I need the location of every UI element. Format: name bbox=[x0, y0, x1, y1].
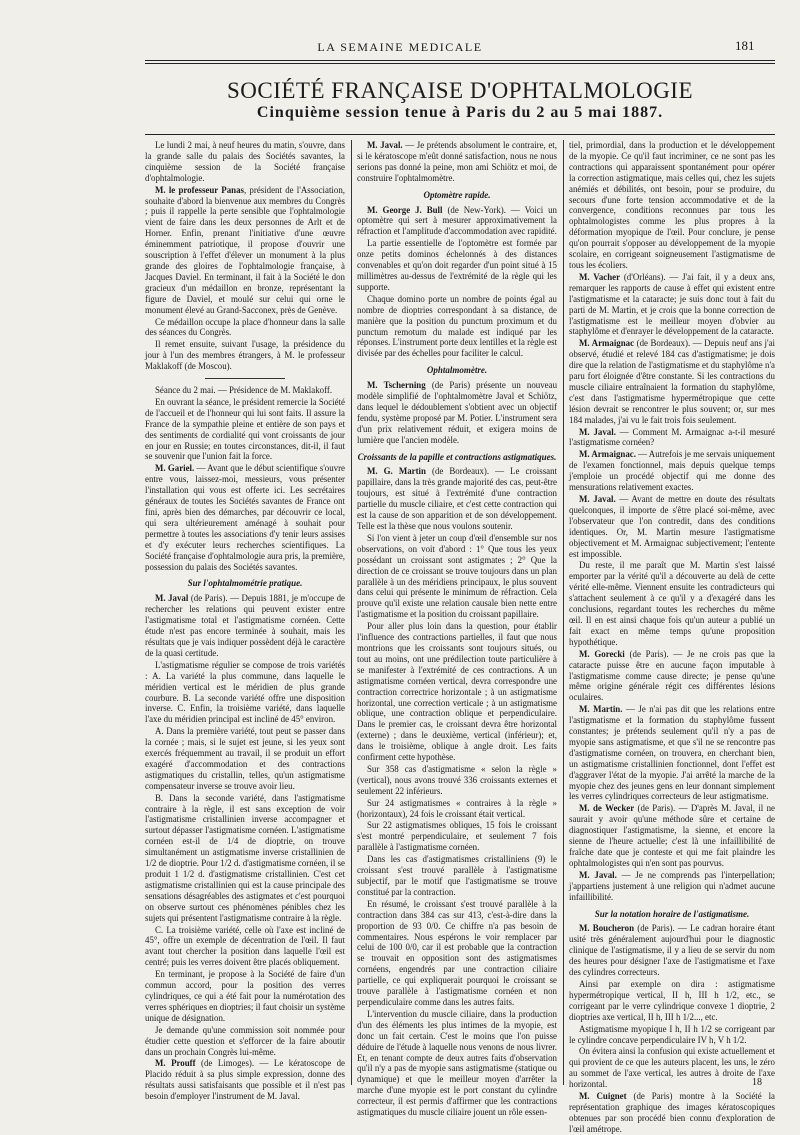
section-heading: Croissants de la papille et contractions astigmatiques. bbox=[357, 451, 557, 462]
paragraph-text: (d'Orléans). — J'ai fait, il y a deux ans, remarquer les rapports de cause à effet qui existent entre l'astigmatisme et la cataracte; je suis donc tout à fait du parti de M. Martin, et je crois que la bonne correction de l'astigmatisme est le meilleur moyen d'obvier au staphylôme et d'enrayer le développement de la cataracte. bbox=[569, 271, 775, 337]
paragraph-text: (de Paris). — Je ne crois pas que la cataracte puisse être en aucune façon imputable à l'astigmatisme comme cause directe; je pense qu'une même origine générale régit ces différentes lésions oculaires. bbox=[569, 648, 776, 703]
speaker: M. Gorecki bbox=[579, 648, 625, 659]
speaker: M. le professeur Panas bbox=[155, 184, 244, 195]
column-divider-2 bbox=[563, 140, 564, 1085]
paragraph-text: — Je ne comprends pas l'interpellation; j'appartiens justement à une religion qui n'admet aucune infaillibilité. bbox=[569, 869, 776, 902]
paragraph-text: (de New-York). — Voici un optomètre qui sert à mesurer approximativement la réfraction et l'amplitude d'accommodation avec rapidité. bbox=[357, 204, 557, 237]
paragraph: Il remet ensuite, suivant l'usage, la présidence du jour à l'un des membres étrangers, à M. le professeur Maklakoff (de Moscou). bbox=[145, 339, 345, 372]
paragraph bbox=[569, 427, 775, 449]
speaker: M. Prouff bbox=[155, 1058, 196, 1069]
paragraph: On évitera ainsi la confusion qui existe actuellement et qui provient de ce que les auteurs placent, les uns, le zéro au sommet de l'axe vertical, les autres à droite de l'axe horizontal. bbox=[569, 1046, 775, 1090]
paragraph: En terminant, je propose à la Société de faire d'un commun accord, pour la position des verres cylindriques, ce qui a été fait pour la numérotation des verres sphériques en dioptries; il faut choisir un système unique de désignation. bbox=[145, 969, 345, 1023]
paragraph-text: — Je prétends absolument le contraire, et, si le kératoscope m'eût donné satisfaction, nous ne nous serions pas donné la peine, mon ami Schiötz et moi, de construire l'ophtalmomètre. bbox=[357, 140, 557, 183]
paragraph: Sur 358 cas d'astigmatisme « selon la règle » (vertical), nous avons trouvé 336 croissants externes et seulement 22 inférieurs. bbox=[357, 763, 557, 796]
paragraph bbox=[145, 185, 345, 316]
paragraph: En ouvrant la séance, le président remercie la Société de l'accueil et de l'honneur qui lui sont faits. Il assure la France de la sympathie pleine et entière de son pays et des sentiments de cordialité qui vont croissants de jour en jour en Russie; en toutes circonstances, dit-il, il faut se souvenir que l'union fait la force. bbox=[145, 396, 345, 462]
text-column-3 bbox=[569, 140, 776, 1134]
session-heading: Séance du 2 mai. — Présidence de M. Maklakoff. bbox=[155, 385, 333, 396]
paragraph-text: — Avant que le début scientifique s'ouvre entre vous, laissez-moi, messieurs, vous présenter l'installation qui vous est offerte ici. Les secrétaires généraux de toutes les Sociétés savantes de France ont fini, après bien des démarches, par découvrir ce local, qui sera ultérieurement aménagé à souhait pour permettre à toutes les associations d'y tenir leurs assises et d'y exécuter leurs recherches scientifiques. La Société française d'ophtalmologie aura pris, la première, possession du palais des Sociétés savantes. bbox=[145, 463, 345, 572]
paragraph: Le lundi 2 mai, à neuf heures du matin, s'ouvre, dans la grande salle du palais des Sociétés savantes, la cinquième session de la Société française d'ophtalmologie. bbox=[145, 140, 345, 183]
speaker: M. Boucheron bbox=[579, 923, 635, 934]
paragraph-text: (de Paris). — Depuis 1881, je m'occupe de rechercher les relations qui peuvent exister entre l'astigmatisme total et l'astigmatisme cornéen. Cette étude n'est pas encore terminée à souhait, mais les résultats que je vais indiquer possèdent déjà le caractère de la quasi certitude. bbox=[145, 593, 345, 658]
paragraph bbox=[569, 1091, 775, 1135]
paragraph bbox=[569, 649, 775, 704]
paragraph: Chaque domino porte un nombre de points égal au nombre de dioptries correspondant à sa distance, de manière que la position du punctum proximum et du punctum remotum du malade est indiqué par les réponses. L'instrument porte deux lentilles et la règle est divisée par des échelles pour faciliter le calcul. bbox=[357, 293, 557, 359]
section-heading: Optomètre rapide. bbox=[423, 189, 491, 200]
signature-mark: 18 bbox=[752, 1077, 762, 1088]
speaker: M. Armaignac. bbox=[579, 449, 636, 460]
paragraph-text: (de Bordeaux). — Depuis neuf ans j'ai observé, étudié et relevé 184 cas d'astigmatisme; je dois dire que la relation de l'astigmatisme et du staphylôme n'a paru fort éloignée d'être constante. Si les contractions du muscle ciliaire entraînaient la formation du staphylôme, c'est dans l'astigmatisme hypermétropique que cette lésion devrait se rencontrer le plus souvent; or, sur mes 184 malades, j'ai vu le fait trois fois seulement. bbox=[569, 338, 776, 425]
speaker: M. Javal. bbox=[367, 140, 403, 150]
paragraph bbox=[569, 272, 775, 337]
paragraph: En résumé, le croissant s'est trouvé parallèle à la contraction dans 384 cas sur 413, c'est-à-dire dans la proportion de 93 0/0. Ce chiffre n'a pas besoin de commentaires. Nous espérons le voir remplacer par celui de 100 0/0, car il est probable que la contraction se trouvait en opposition sont des astigmatismes cornéens, engendrés par une contraction ciliaire partielle, ce qui expliquerait pourquoi le croissant se trouve parallèle à l'astigmatisme cornéen et non perpendiculaire comme dans les autres faits. bbox=[357, 898, 557, 1007]
speaker: M. Vacher bbox=[579, 271, 621, 282]
paragraph: A. Dans la première variété, tout peut se passer dans la cornée ; mais, si le sujet est jeune, si les yeux sont exercés fréquemment au travail, il se produit un effort exagéré d'accommodation et des contractions astigmatiques du cristallin, telles, qu'un astigmatisme compensateur inverse se trouve avoir lieu. bbox=[145, 726, 345, 791]
paragraph: L'astigmatisme régulier se compose de trois variétés : A. La variété la plus commune, dans laquelle le méridien vertical est le méridien de plus grande courbure. B. La seconde variété offre une disposition inverse. C. Enfin, la troisième variété, dans laquelle l'axe du méridien principal est incliné de 45° environ. bbox=[145, 659, 345, 725]
paragraph bbox=[569, 449, 775, 493]
paragraph bbox=[569, 338, 775, 425]
speaker: M. George J. Bull bbox=[367, 204, 443, 215]
paragraph bbox=[569, 803, 775, 868]
paragraph: Ainsi par exemple on dira : astigmatisme hypermétropique vertical, II h, III h 1/2, etc., se corrigeant par le verre cylindrique convexe 1 dioptrie, 2 dioptries axe vertical, II h, III h 1/2..., etc. bbox=[569, 978, 775, 1022]
paragraph bbox=[357, 205, 557, 238]
speaker: M. G. Martin bbox=[367, 466, 426, 477]
section-heading: Ophtalmomètre. bbox=[426, 365, 488, 376]
paragraph: Ce médaillon occupe la place d'honneur dans la salle des séances du Congrès. bbox=[145, 316, 345, 338]
paragraph-text: — Autrefois je me servais uniquement de l'examen fonctionnel, mais depuis quelque temps j'emploie un procédé objectif qui me donne des mensurations relativement exactes. bbox=[569, 449, 776, 493]
paragraph: Sur 24 astigmatismes « contraires à la règle » (horizontaux), 24 fois le croissant était vertical. bbox=[357, 797, 557, 819]
paragraph bbox=[569, 923, 775, 978]
paragraph: C. La troisième variété, celle où l'axe est incliné de 45°, offre un exemple de décentration de l'œil. Il faut avant tout chercher la position dans laquelle l'œil est centré; puis les verres doivent être placés obliquement. bbox=[145, 924, 345, 968]
paragraph bbox=[145, 1058, 345, 1102]
paragraph-text: — Je n'ai pas dit que les relations entre l'astigmatisme et la formation du staphylôme fussent constantes; je prétends seulement qu'il n'y a pas de myopie sans astigmatisme, et que s'il ne se rencontre pas d'astigmatisme cornéen, on trouvera, en cherchant bien, un astigmatisme cristallinien fonctionnel, dont l'effet est d'aggraver l'état de la myopie. J'ai arrêté la marche de la myopie chez des jeunes gens en leur donnant simplement les verres cylindriques correcteurs de leur astigmatisme. bbox=[569, 704, 775, 802]
paragraph-text: (de Paris). — Le cadran horaire étant usité très généralement aujourd'hui pour le diagnostic clinique de l'astigmatisme, il y a lieu de se servir du nom des heures pour désigner l'axe de l'astigmatisme et l'axe des cylindres correcteurs. bbox=[569, 923, 775, 978]
paragraph-text: (de Limoges). — Le kératoscope de Placido réduit à sa plus simple expression, donne des résultats aussi satisfaisants que possible et il n'est pas besoin d'employer l'instrument de M. Javal. bbox=[145, 1058, 345, 1102]
paragraph: tiel, primordial, dans la production et le développement de la myopie. Ce qu'il faut incriminer, ce ne sont pas les contractions qui apparaissent spontanément pour opérer la correction astigmatique, mais celles qui, chez les sujets anémiés et débilités, ont besoin, pour se produire, du secours d'une forte tension accommodative et de la convergence, conditions reconnues par tous les ophtalmologistes comme les plus propres à la déformation myopique de l'œil. Pour conclure, je pense qu'on pourrait s'opposer au développement de la myopie scolaire, en corrigeant soigneusement l'astigmatisme de tous les écoliers. bbox=[569, 140, 775, 270]
paragraph bbox=[357, 466, 557, 531]
speaker: M. Javal. bbox=[579, 869, 617, 880]
section-heading: Sur l'ophtalmométrie pratique. bbox=[187, 578, 303, 589]
paragraph bbox=[357, 140, 557, 184]
paragraph-text: (de Paris) montre à la Société la représentation graphique des images kératoscopiques obtenues par son procédé bien connu d'exploration de l'œil amétrope. bbox=[569, 1091, 775, 1134]
speaker: M. Armaignac bbox=[579, 338, 635, 349]
paragraph: Si l'on vient à jeter un coup d'œil d'ensemble sur nos observations, on voit d'abord : 1° Que tous les yeux possédant un croissant sont astigmates ; 2° Que la direction de ce croissant se trouve toujours dans un plan parallèle à un des méridiens principaux, le plus souvent dans celui qui présente le minimum de réfraction. Cela prouve qu'il existe une relation causale bien nette entre l'astigmatisme et la position du croissant papillaire. bbox=[357, 532, 557, 620]
header-rule bbox=[145, 60, 775, 61]
paragraph bbox=[145, 463, 345, 572]
section-heading: Sur la notation horaire de l'astigmatisme. bbox=[594, 908, 750, 919]
text-column-1 bbox=[145, 140, 345, 1102]
paragraph: Je demande qu'une commission soit nommée pour étudier cette question et s'efforcer de la faire aboutir dans un prochain Congrès lui-même. bbox=[145, 1024, 345, 1057]
paragraph: Dans les cas d'astigmatismes cristalliniens (9) le croissant s'est trouvé parallèle à l'astigmatisme subjectif, par le motif que l'astigmatisme se trouve constitué par la contraction. bbox=[357, 854, 557, 897]
header-rule-2 bbox=[145, 63, 775, 64]
page-number: 181 bbox=[735, 38, 755, 53]
speaker: M. Martin. bbox=[579, 704, 623, 715]
article-subtitle: Cinquième session tenue à Paris du 2 au 5 mai 1887. bbox=[256, 104, 664, 121]
paragraph: B. Dans la seconde variété, dans l'astigmatisme contraire à la règle, il est sans exception de voir l'astigmatisme cristallinien inverse accompagner et surtout dépasser l'astigmatisme cornéen. L'astigmatisme cornéen est-il de 1/4 de dioptrie, on trouve simultanément un astigmatisme inverse cristallinien de 1/2 de dioptrie. Pour 1/2 d. d'astigmatisme cornéen, il se produit 1 1/2 d. d'astigmatisme cristallinien. C'est cet astigmatisme cristallinien qui est la cause principale des sensations désagréables des astigmates et c'est pourquoi on observe surtout ces phénomènes pénibles chez les sujets qui présentent l'astigmatisme contraire à la règle. bbox=[145, 792, 345, 923]
paragraph: Pour aller plus loin dans la question, pour établir l'influence des contractions partielles, il faut que nous montrions que les croissants sont toujours situés, ou tout au moins, ont une prédilection toute particulière à se manifester à l'extrémité de ces contractions. A un astigmatisme cornéen vertical, devra correspondre une contraction correctrice horizontale ; à un astigmatisme horizontal, une correction verticale ; à un astigmatisme oblique, une contraction oblique et perpendiculaire. Dans le premier cas, le croissant devra être horizontal (externe) ; dans le deuxième, vertical (inférieur); et, dans le troisième, oblique à angle droit. Les faits confirment cette hypothèse. bbox=[357, 621, 557, 763]
speaker: M. Tscherning bbox=[367, 380, 426, 391]
paragraph: La partie essentielle de l'optomètre est formée par onze petits dominos échelonnés à des distances convenables et qu'on doit regarder d'un point situé à 15 millimètres au-dessus de l'extrémité de la règle qui les supporte. bbox=[357, 238, 557, 292]
paragraph: Sur 22 astigmatismes obliques, 15 fois le croissant s'est montré perpendiculaire, et seulement 7 fois parallèle à l'astigmatisme cornéen. bbox=[357, 820, 557, 853]
speaker: M. Javal. bbox=[579, 426, 616, 437]
text-column-2 bbox=[357, 140, 558, 1118]
paragraph bbox=[145, 593, 345, 658]
paragraph bbox=[569, 704, 775, 802]
paragraph: Du reste, il me paraît que M. Martin s'est laissé emporter par la vérité qu'il a découverte au delà de cette vérité elle-même. Viennent ensuite les contradicteurs qui s'attachent seulement à ce qu'il y a d'exagéré dans les conclusions, regardant toutes les recherches du même œil. Il en est ainsi chaque fois qu'un auteur a publié un fait exact en même temps qu'une proposition hypothétique. bbox=[569, 560, 775, 647]
paragraph bbox=[569, 870, 775, 903]
section-divider bbox=[205, 378, 285, 379]
paragraph-text: , président de l'Association, souhaite d'abord la bienvenue aux membres du Congrès ; puis il rappelle la perte sensible que l'ophtalmologie vient de faire dans les deux personnes de Arlt et de Horner. Enfin, prenant l'initiative d'une œuvre éminemment patriotique, il propose d'ouvrir une souscription à l'effet d'élever un monument à la plus grande des gloires de l'ophtalmologie française, à Jacques Daviel. En terminant, il fait à la Société le don gracieux d'un médaillon en bronze, représentant la figure de Daviel, et moulé sur celui qui orne le monument élevé au Grand-Sacconex, près de Genève. bbox=[145, 184, 345, 315]
paragraph-text: (de Paris) présente un nouveau modèle simplifié de l'ophtalmomètre Javal et Schiötz, dans lequel le dédoublement s'obtient avec un objectif fendu, système proposé par M. Potier. L'instrument sera d'un prix relativement réduit, et exigera moins de lumière que l'ancien modèle. bbox=[357, 380, 558, 445]
paragraph-text: — Avant de mettre en doute des résultats quelconques, il importe de s'être placé soi-même, avec l'observateur que l'on contredit, dans des conditions identiques. Or, M. Martin mesure l'astigmatisme objectivement et M. Armaignac subjectivement; l'entente est impossible. bbox=[569, 494, 775, 559]
speaker: M. Javal. bbox=[579, 494, 616, 504]
paragraph bbox=[357, 380, 557, 445]
speaker: M. de Wecker bbox=[579, 803, 635, 814]
paragraph: Astigmatisme myopique I h, II h 1/2 se corrigeant par le cylindre concave perpendiculaire IV h, V h 1/2. bbox=[569, 1023, 775, 1045]
paragraph-text: (de Paris). — D'après M. Javal, il ne saurait y avoir qu'une méthode sûre et certaine de diagnostiquer l'astigmatisme, la sienne, et encore la sienne de l'heure actuelle; c'est là une infaillibilité de fraîche date que je conteste et qui me fait plaindre les ophtalmologistes qui n'en sont pas pourvus. bbox=[569, 803, 775, 868]
speaker: M. Gariel. bbox=[155, 463, 195, 474]
paragraph bbox=[569, 494, 775, 559]
paragraph-text: — Comment M. Armaignac a-t-il mesuré l'astigmatisme cornéen? bbox=[569, 426, 776, 448]
running-title: LA SEMAINE MEDICALE bbox=[317, 40, 483, 54]
article-title: SOCIÉTÉ FRANÇAISE D'OPHTALMOLOGIE bbox=[226, 78, 694, 103]
paragraph: L'intervention du muscle ciliaire, dans la production d'un des éléments les plus intimes de la myopie, est donc un fait certain. C'est le moins que l'on puisse déduire de l'étude à laquelle nous venons de nous livrer. Et, en tenant compte de deux autres faits d'observation qu'il n'y a pas de myopie sans astigmatisme (statique ou dynamique) et que le meilleur moyen d'arrêter la marche d'une myopie est le port constant du cylindre correcteur, il est permis d'affirmer que les contractions astigmatiques du muscle ciliaire jouent un rôle essen- bbox=[357, 1008, 557, 1118]
speaker: M. Javal bbox=[155, 593, 189, 604]
title-rule bbox=[145, 134, 775, 135]
paragraph-text: (de Bordeaux). — Le croissant papillaire, dans la très grande majorité des cas, peut-être toujours, est situé à l'extrémité d'une contraction partielle du muscle ciliaire, et c'est cette contraction qui est la cause de son apparition et de son développement. Telle est la thèse que nous voulons soutenir. bbox=[357, 466, 557, 531]
column-divider-1 bbox=[351, 140, 352, 1085]
speaker: M. Cuignet bbox=[579, 1091, 627, 1102]
